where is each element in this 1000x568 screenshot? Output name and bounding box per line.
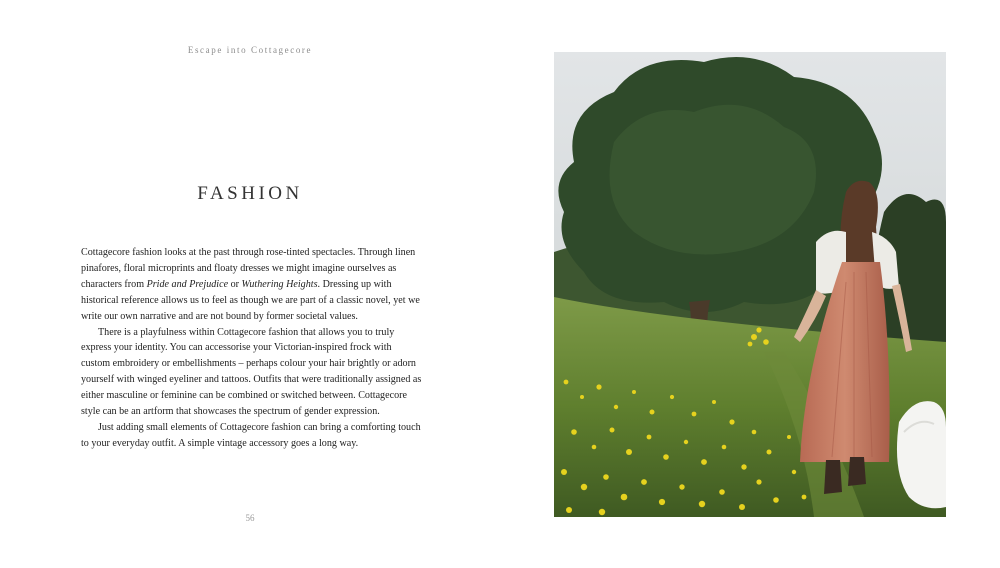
meadow-photo <box>554 52 946 517</box>
chapter-title: FASHION <box>197 183 303 204</box>
paragraph-1 <box>81 245 423 325</box>
book-title-pride-and-prejudice: Pride and Prejudice <box>146 278 229 290</box>
page-number: 56 <box>245 513 255 523</box>
paragraph-1-text-a: Cottagecore fashion looks at the past through rose-tinted spectacles. Through linen pinafores, floral microprints and floaty dresses we might imagine ourselves as characters from <box>81 247 416 290</box>
running-head: Escape into Cottagecore <box>187 45 313 55</box>
paragraph-1-text-c: . Dressing up with historical reference allows us to feel as though we are part of a classic novel, yet we write our own narrative and are not bound by former societal values. <box>81 278 420 322</box>
body-text <box>81 245 423 452</box>
paragraph-2: There is a playfulness within Cottagecore fashion that allows you to truly express your identity. You can accessorise your Victorian-inspired frock with custom embroidery or embellishments – perhaps colour your hair brightly or adorn yourself with winged eyeliner and tattoos. Outfits that were traditionally assigned as either masculine or feminine can be combined or switched between. Cottagecore style can be an artform that showcases the spectrum of gender expression. <box>81 326 422 418</box>
paragraph-1-text-b: or <box>228 278 242 290</box>
book-title-wuthering-heights: Wuthering Heights <box>241 278 318 290</box>
paragraph-3: Just adding small elements of Cottagecore fashion can bring a comforting touch to your everyday outfit. A simple vintage accessory goes a long way. <box>81 421 421 449</box>
